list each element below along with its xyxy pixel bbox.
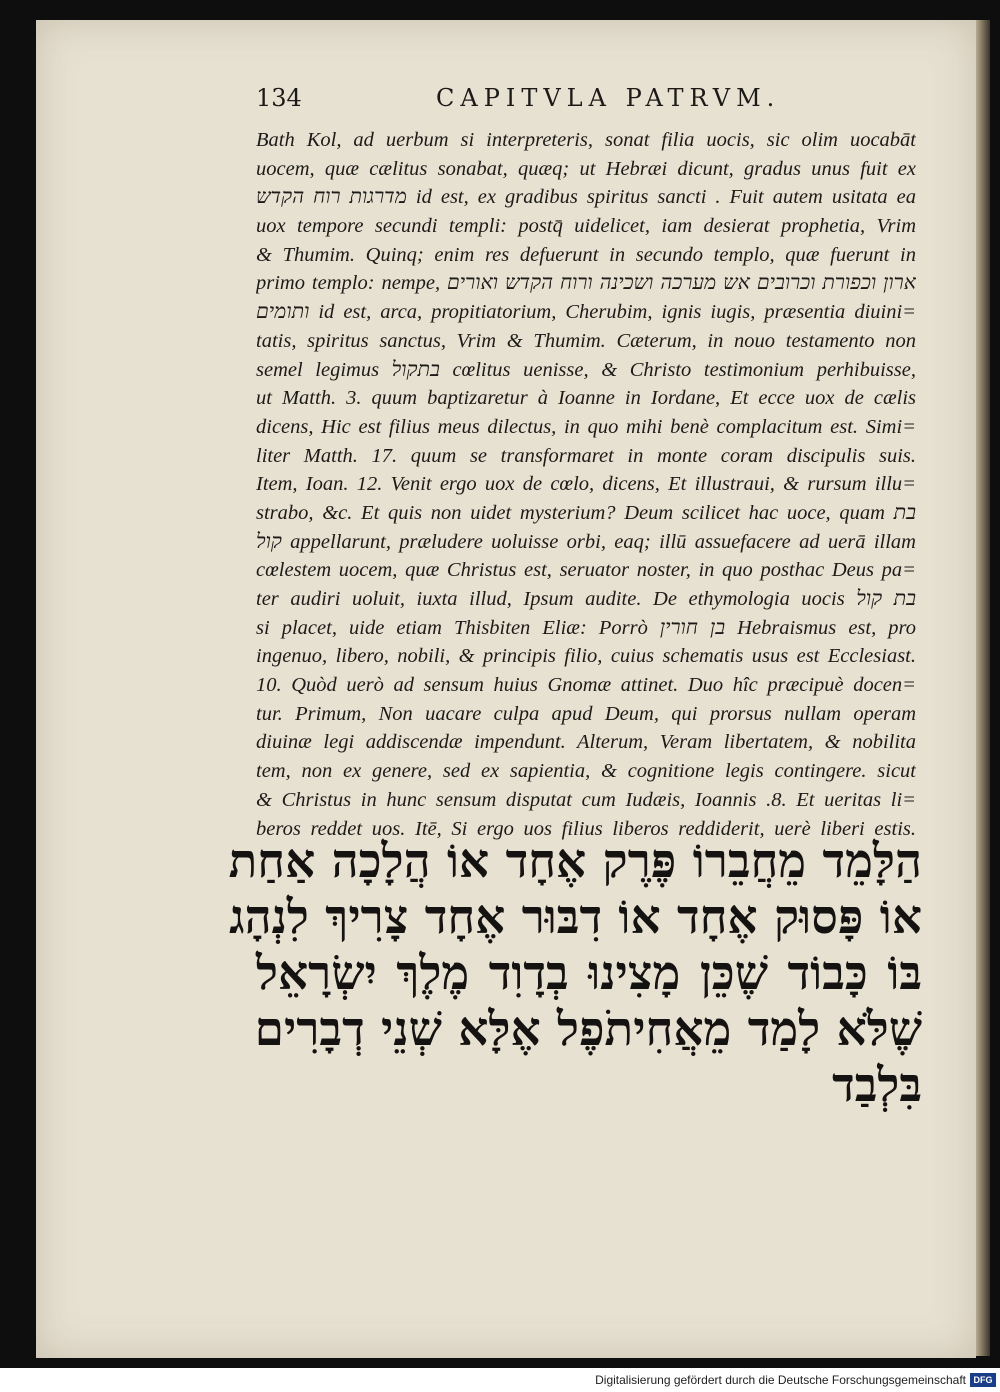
text-line: tem, non ex genere, sed ex sapientia, & cognitione legis contingere. sicut xyxy=(256,760,916,783)
hebrew-line: בּוֹ כָּבוֹד שֶׁכֵּן מָצִינוּ בְדָוִד מֶלֶךְ יִשְׂרָאֵל xyxy=(256,946,922,1001)
text-line: Bath Kol, ad uerbum si interpreteris, sonat filia uocis, sic olim uocabāt xyxy=(256,129,916,151)
text-line: ter audiri uoluit, iuxta illud, Ipsum audite. De ethymologia uocis בת קול xyxy=(256,588,916,610)
hebrew-line: אוֹ פָּסוּק אֶחָד אוֹ דִבּוּר אֶחָד צָרִיךְ לִנְהָג xyxy=(229,890,922,945)
text-line: liter Matth. 17. quum se transformaret in monte coram discipulis suis. xyxy=(256,444,916,467)
page-edge xyxy=(976,20,990,1356)
digitization-footer xyxy=(0,1368,1000,1392)
text-line: 10. Quòd uerò ad sensum huius Gnomæ attinet. Duo hîc præcipuè docen= xyxy=(256,674,916,697)
text-line: uocem, quæ cælitus sonabat, quæq; ut Hebræi dicunt, gradus unus fuit ex xyxy=(256,157,916,180)
text-line: tur. Primum, Non uacare culpa apud Deum, qui prorsus nullam operam xyxy=(256,702,916,725)
text-line: si placet, uide etiam Thisbiten Eliæ: Porrò בן חורין Hebraismus est, pro xyxy=(256,616,916,639)
text-line: tatis, spiritus sanctus, Vrim & Thumim. Cæterum, in nouo testamento non xyxy=(256,329,916,352)
text-line: primo templo: nempe, ארון וכפורת וכרובים אש מערכה ושכינה ורוח הקדש ואורים xyxy=(256,272,916,295)
dfg-logo: DFG xyxy=(970,1373,996,1387)
hebrew-mishnah-text xyxy=(228,834,922,1114)
text-line: diuinæ legi addiscendæ impendunt. Alterum, Veram libertatem, & nobilita xyxy=(256,731,916,754)
text-line: cœlestem uocem, quæ Christus est, seruator noster, in quo posthac Deus pa= xyxy=(256,559,916,582)
text-line: semel legimus בתקול cœlitus uenisse, & Christo testimonium perhibuisse, xyxy=(256,358,916,381)
text-line: beros reddet uos. Itē, Si ergo uos filius liberos reddiderit, uerè liberi estis. xyxy=(256,817,916,840)
hebrew-line: בִּלְבַד xyxy=(832,1058,922,1113)
text-line: ותומים id est, arca, propitiatorium, Cherubim, ignis iugis, præsentia diuini= xyxy=(256,301,916,324)
hebrew-line: שֶׁלֹּא לָמַד מֵאֲחִיתֹפֶל אֶלָּא שְׁנֵי דְבָרִים xyxy=(254,1002,922,1057)
running-title: CAPITVLA PATRVM. xyxy=(436,84,781,112)
text-line: & Thumim. Quinq; enim res defuerunt in secundo templo, quæ fuerunt in xyxy=(256,243,916,266)
footer-credit: Digitalisierung gefördert durch die Deutsche Forschungsgemeinschaft xyxy=(595,1373,966,1387)
text-line: Item, Ioan. 12. Venit ergo uox de cœlo, dicens, Et illustraui, & rursum illu= xyxy=(256,473,916,496)
text-line: ut Matth. 3. quum baptizaretur à Ioanne in Iordane, Et ecce uox de cælis xyxy=(256,387,916,410)
hebrew-line: הַלָּמֵד מֵחֲבֵרוֹ פֶּרֶק אֶחָד אוֹ הֲלָכָה אַחַת xyxy=(228,834,922,889)
text-line: & Christus in hunc sensum disputat cum Iudæis, Ioannis .8. Et ueritas li= xyxy=(256,788,916,811)
page-number: 134 xyxy=(256,84,302,112)
text-line: strabo, &c. Et quis non uidet mysterium? Deum scilicet hac uoce, quam בת xyxy=(256,501,916,524)
text-line: ingenuo, libero, nobili, & principis filio, cuius schematis usus est Ecclesiast. xyxy=(256,645,916,668)
latin-commentary xyxy=(256,126,916,843)
running-head xyxy=(256,84,956,120)
text-line: dicens, Hic est filius meus dilectus, in quo mihi benè complacitum est. Simi= xyxy=(256,415,916,438)
text-line: קול appellarunt, præludere uoluisse orbi, eaq; illū assuefacere ad uerā illam xyxy=(256,530,916,553)
text-line: מדרגות רוח הקדש id est, ex gradibus spiritus sancti . Fuit autem usitata ea xyxy=(256,186,916,209)
text-line: uox tempore secundi templi: postq̄ uidelicet, iam desierat prophetia, Vrim xyxy=(256,215,916,238)
